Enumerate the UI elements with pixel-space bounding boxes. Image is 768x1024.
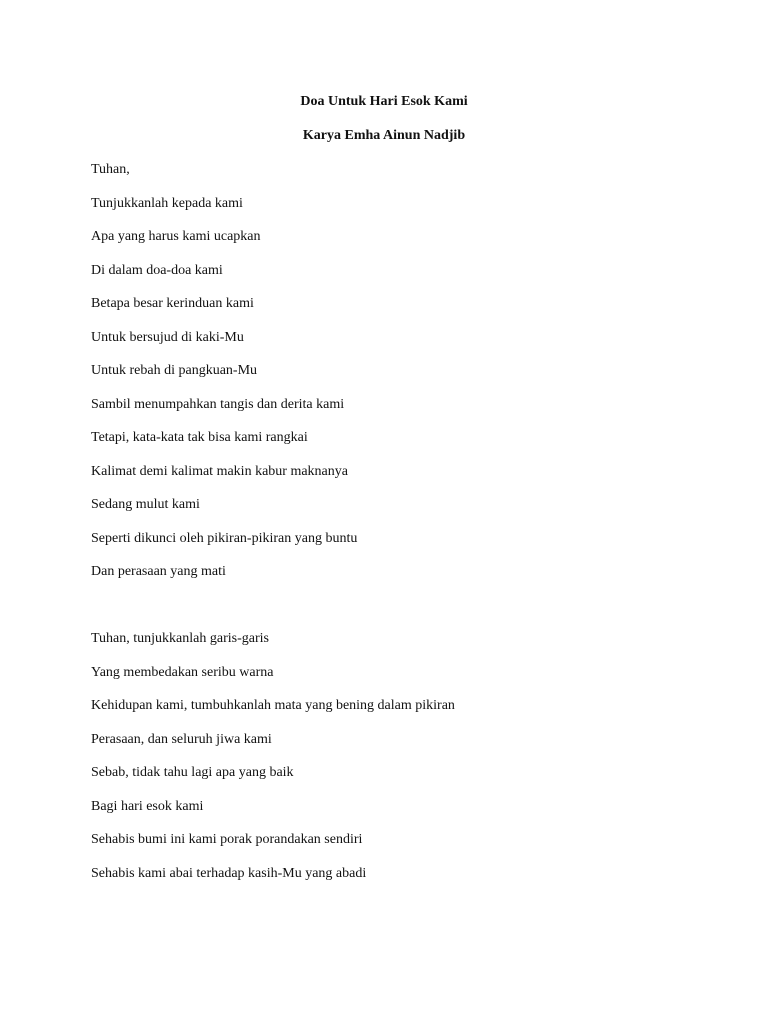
poem-line: Sehabis bumi ini kami porak porandakan sendiri: [91, 832, 363, 847]
stanza-2: [91, 630, 455, 898]
stanza-break: [91, 597, 455, 631]
poem-line: Untuk bersujud di kaki-Mu: [91, 329, 244, 345]
stanza-1: [91, 161, 455, 597]
poem-line: Sehabis kami abai terhadap kasih-Mu yang abadi: [91, 865, 367, 881]
poem-line: Di dalam doa-doa kami: [91, 262, 223, 278]
poem-author: Karya Emha Ainun Nadjib: [302, 128, 466, 143]
poem-line: Perasaan, dan seluruh jiwa kami: [91, 731, 272, 747]
poem-line: Tetapi, kata-kata tak bisa kami rangkai: [91, 430, 308, 445]
poem-line: Sambil menumpahkan tangis dan derita kami: [91, 396, 345, 412]
poem-line: Yang membedakan seribu warna: [91, 664, 274, 680]
poem-line: Sedang mulut kami: [91, 497, 200, 512]
poem-line: Apa yang harus kami ucapkan: [91, 229, 261, 244]
poem-line: Untuk rebah di pangkuan-Mu: [91, 363, 258, 378]
poem-line: Sebab, tidak tahu lagi apa yang baik: [91, 765, 294, 780]
poem-line: Betapa besar kerinduan kami: [91, 296, 254, 311]
poem-line: Seperti dikunci oleh pikiran-pikiran yang buntu: [91, 530, 358, 546]
poem-line: Kehidupan kami, tumbuhkanlah mata yang bening dalam pikiran: [91, 698, 455, 713]
poem-title: Doa Untuk Hari Esok Kami: [300, 94, 468, 109]
poem-line: Tuhan,: [91, 162, 130, 177]
poem-line: Kalimat demi kalimat makin kabur maknanya: [91, 463, 348, 479]
poem-line: Tuhan, tunjukkanlah garis-garis: [91, 631, 269, 646]
poem-line: Bagi hari esok kami: [91, 798, 204, 814]
poem-line: Tunjukkanlah kepada kami: [91, 195, 243, 211]
poem-line: Dan perasaan yang mati: [91, 564, 226, 579]
poem-body: [91, 161, 455, 898]
